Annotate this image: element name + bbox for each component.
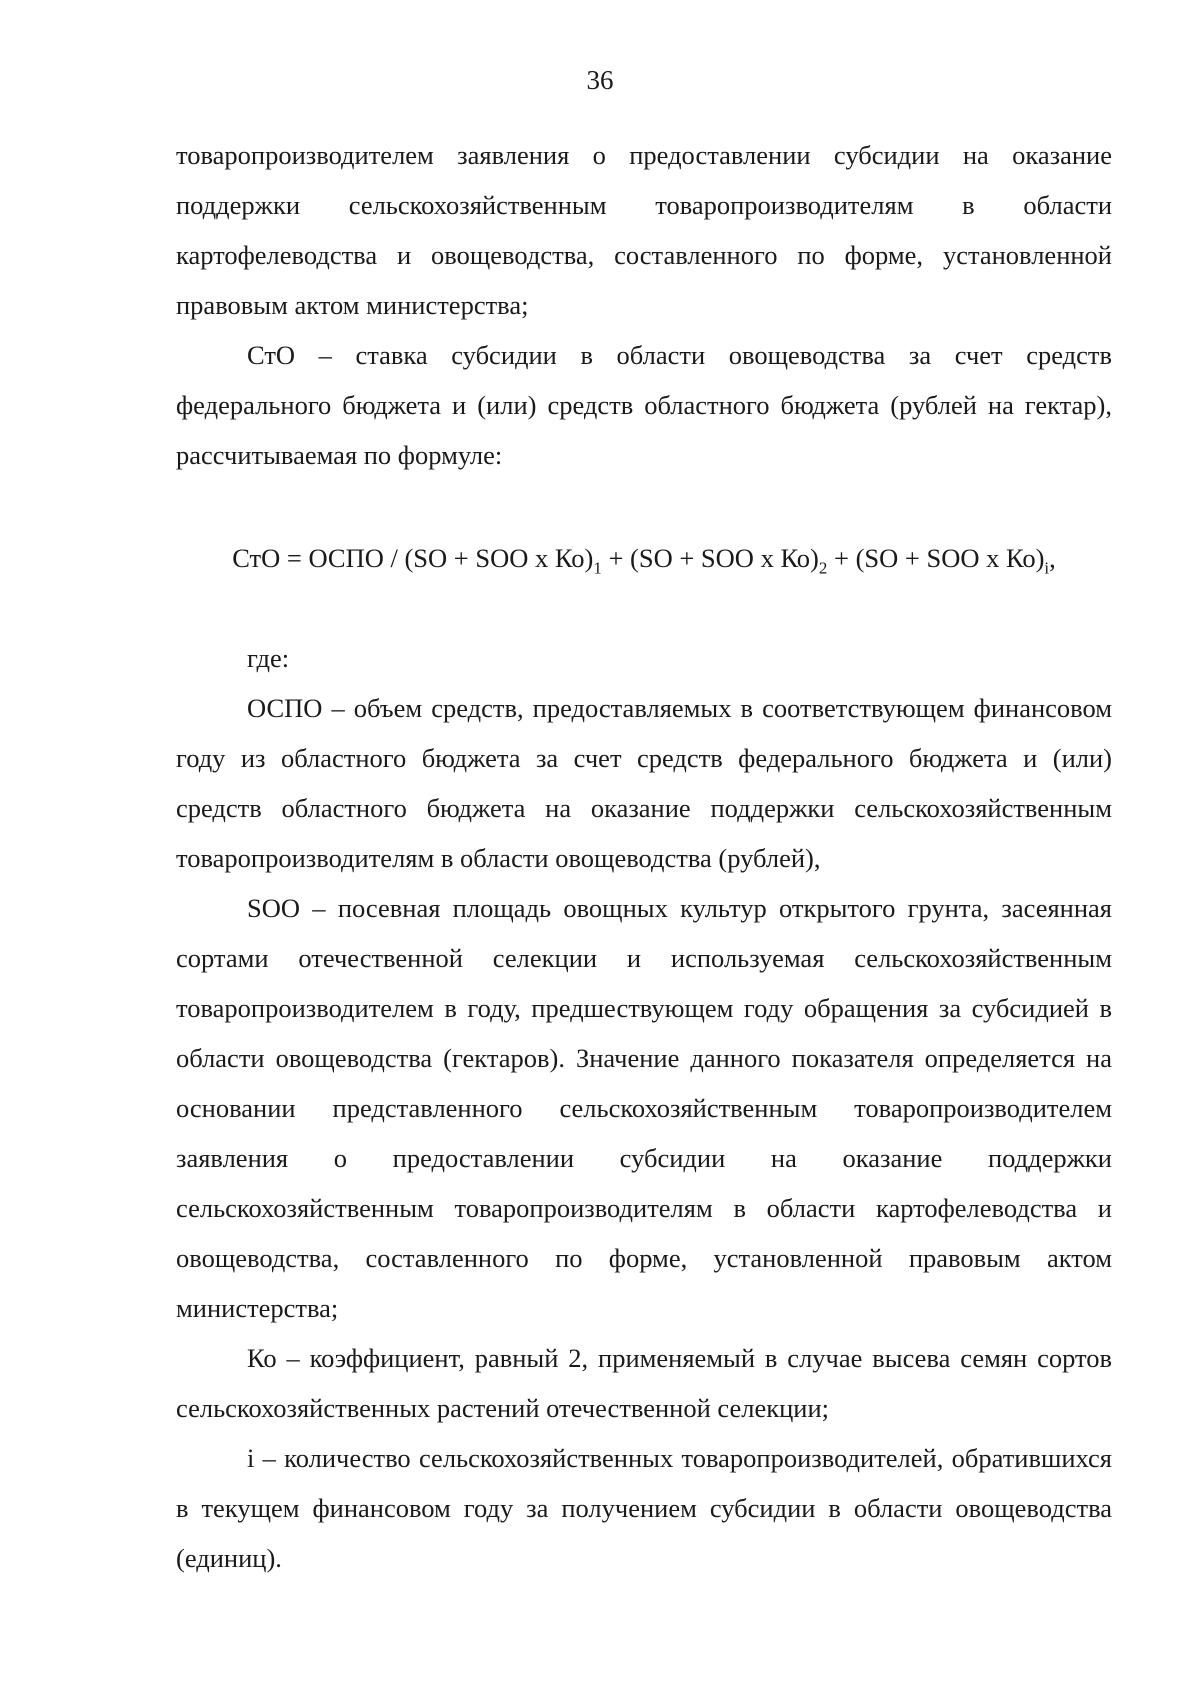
paragraph-ko-definition: Ко – коэффициент, равный 2, применяемый в случае высева семян сортов сельскохозяйственных растений отечественной селекции; [176, 1343, 1112, 1423]
formula [176, 533, 1112, 583]
paragraph-sto-definition: СтО – ставка субсидии в области овощеводства за счет средств федерального бюджета и (или) средств областного бюджета (рублей на гектар), рассчитываемая по формуле: [176, 340, 1112, 470]
formula-plus-2: + [827, 543, 856, 573]
page-number: 36 [586, 65, 614, 95]
paragraph-soo-definition: SOO – посевная площадь овощных культур открытого грунта, засеянная сортами отечественной селекции и используемая сельскохозяйственным товаропроизводителем в году, предшествующем году обращения за субсидией в области овощеводства (гектаров). Значение данного показателя определяется на основании представленного сельскохозяйственным товаропроизводителем заявления о предоставлении субсидии на оказание поддержки сельскохозяйственным товаропроизводителям в области картофелеводства и овощеводства, составленного по форме, установленной правовым актом министерства; [176, 893, 1112, 1323]
formula-term-1: (SO + SOO x Ко) [404, 543, 594, 573]
paragraph-ospo-definition: ОСПО – объем средств, предоставляемых в соответствующем финансовом году из областного бюджета за счет средств федерального бюджета и (или) средств областного бюджета на оказание поддержки сельскохозяйственным товаропроизводителям в области овощеводства (рублей), [176, 693, 1112, 873]
paragraph-where: где: [247, 643, 290, 673]
paragraph-i-definition: i – количество сельскохозяйственных товаропроизводителей, обратившихся в текущем финансовом году за получением субсидии в области овощеводства (единиц). [176, 1443, 1112, 1573]
formula-term-2: (SO + SOO x Ко) [630, 543, 819, 573]
formula-tail: , [1049, 543, 1056, 573]
document-body [176, 130, 1112, 1583]
formula-term-i: (SO + SOO x Ко) [855, 543, 1045, 573]
formula-plus-1: + [601, 543, 631, 573]
formula-sub-i: i [1044, 558, 1050, 578]
formula-sub-1: 1 [593, 558, 602, 578]
paragraph-continuation: товаропроизводителем заявления о предоставлении субсидии на оказание поддержки сельскохозяйственным товаропроизводителям в области картофелеводства и овощеводства, составленного по форме, установленной правовым актом министерства; [176, 140, 1112, 320]
formula-sub-2: 2 [818, 558, 828, 578]
formula-lhs: СтО = ОСПО / [232, 543, 405, 573]
